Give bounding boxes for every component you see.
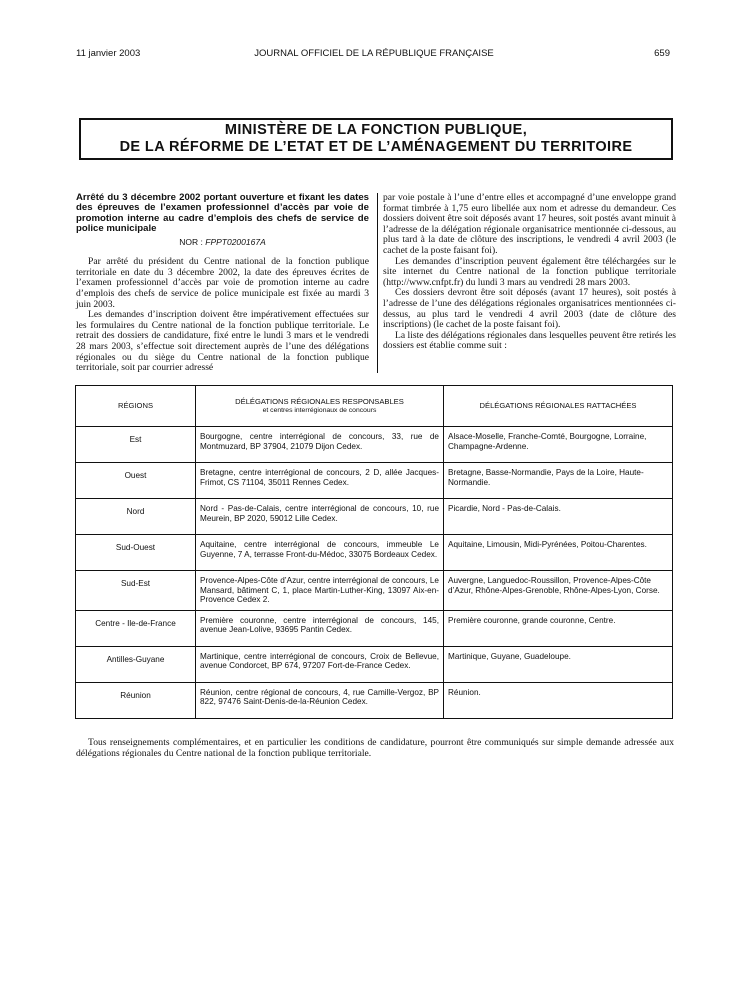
- header-page-number: 659: [654, 48, 670, 59]
- region-cell: Antilles-Guyane: [76, 646, 196, 682]
- region-cell: Sud-Ouest: [76, 535, 196, 571]
- responsable-cell: Martinique, centre interrégional de concours, Croix de Bellevue, avenue Condorcet, BP 674, 97207 Fort-de-France Cedex.: [196, 646, 444, 682]
- paragraph-4: Les demandes d’inscription peuvent également être téléchargées sur le site internet du Centre national de la fonction publique territoriale (http://www.cnfpt.fr) du lundi 3 mars au vendredi 28 mars 2003.: [383, 255, 676, 288]
- table-row: [76, 610, 673, 646]
- region-cell: Est: [76, 427, 196, 463]
- ministry-box: [79, 118, 673, 160]
- table-row: [76, 682, 673, 718]
- responsable-cell: Réunion, centre régional de concours, 4, rue Camille-Vergoz, BP 822, 97476 Saint-Denis-de-la-Réunion Cedex.: [196, 682, 444, 718]
- rattachees-cell: Réunion.: [444, 682, 673, 718]
- responsable-cell: Aquitaine, centre interrégional de concours, immeuble Le Guyenne, 7 A, terrasse Front-du-Médoc, 33075 Bordeaux Cedex.: [196, 535, 444, 571]
- table-row: [76, 535, 673, 571]
- nor-code: FPPT0200167A: [205, 236, 266, 247]
- paragraph-5: Ces dossiers devront être soit déposés (avant 17 heures), soit postés à l’adresse de l’une des délégations régionales organisatrices mentionnées ci-dessus, au plus tard le vendredi 4 avril 2003 (date de clôture des inscriptions) (le cachet de la poste faisant foi).: [383, 287, 676, 331]
- header-responsables-sub: et centres interrégionaux de concours: [262, 407, 377, 414]
- column-divider: [377, 193, 378, 373]
- header-responsables: [196, 386, 444, 427]
- rattachees-cell: Picardie, Nord - Pas-de-Calais.: [444, 499, 673, 535]
- table-row: [76, 571, 673, 611]
- table-row: [76, 499, 673, 535]
- rattachees-cell: Aquitaine, Limousin, Midi-Pyrénées, Poitou-Charentes.: [444, 535, 673, 571]
- header-journal-title: JOURNAL OFFICIEL DE LA RÉPUBLIQUE FRANÇAISE: [254, 48, 494, 59]
- responsable-cell: Première couronne, centre interrégional de concours, 145, avenue Jean-Lolive, 93695 Pantin Cedex.: [196, 610, 444, 646]
- paragraph-2: Les demandes d’inscription doivent être impérativement effectuées sur les formulaires du Centre national de la fonction publique territoriale. Le retrait des dossiers de candidature, fixé entre le lundi 3 mars et le vendredi 28 mars 2003, s’effectue soit directement auprès de l’une des délégations régionales ou du siège du Centre national de la fonction publique territoriale, soit par courrier adressé: [76, 309, 369, 374]
- header-regions: RÉGIONS: [76, 386, 196, 427]
- region-cell: Centre - Ile-de-France: [76, 610, 196, 646]
- region-cell: Nord: [76, 499, 196, 535]
- table-header-row: [76, 386, 673, 427]
- table-row: [76, 463, 673, 499]
- nor-label: NOR :: [179, 236, 203, 247]
- rattachees-cell: Martinique, Guyane, Guadeloupe.: [444, 646, 673, 682]
- footer-note: Tous renseignements complémentaires, et en particulier les conditions de candidature, pourront être communiqués sur simple demande adressée aux délégations régionales du Centre national de la fonction publique territoriale.: [76, 737, 674, 759]
- paragraph-6: La liste des délégations régionales dans lesquelles peuvent être retirés les dossiers est établie comme suit :: [383, 329, 676, 352]
- region-cell: Réunion: [76, 682, 196, 718]
- table-row: [76, 646, 673, 682]
- right-column: [383, 193, 676, 352]
- nor-reference: [76, 237, 369, 248]
- arrete-title: Arrêté du 3 décembre 2002 portant ouverture et fixant les dates des épreuves de l’examen professionnel d’accès par voie de promotion interne au cadre d’emplois des chefs de service de police municipale: [76, 192, 369, 235]
- responsable-cell: Provence-Alpes-Côte d’Azur, centre interrégional de concours, Le Mansard, bâtiment C, 1, place Martin-Luther-King, 13097 Aix-en-Provence Cedex 2.: [196, 571, 444, 611]
- ministry-line-2: DE LA RÉFORME DE L’ETAT ET DE L’AMÉNAGEMENT DU TERRITOIRE: [119, 139, 633, 155]
- responsable-cell: Bretagne, centre interrégional de concours, 2 D, allée Jacques-Frimot, CS 71104, 35011 Rennes Cedex.: [196, 463, 444, 499]
- paragraph-3: par voie postale à l’une d’entre elles et accompagné d’une enveloppe grand format timbrée à 1,75 euro libellée aux nom et adresse du demandeur. Ces dossiers doivent être soit déposés avant 17 heures, soit postés avant minuit à l’adresse de la délégation régionale organisatrice mentionnée ci-dessous, au plus tard à la date de clôture des inscriptions, le vendredi 4 avril 2003 (le cachet de la poste faisant foi).: [383, 192, 676, 256]
- header-rattachees: DÉLÉGATIONS RÉGIONALES RATTACHÉES: [444, 386, 673, 427]
- table-row: [76, 427, 673, 463]
- delegations-table: [75, 385, 673, 719]
- left-column: [76, 193, 369, 374]
- region-cell: Sud-Est: [76, 571, 196, 611]
- header-date: 11 janvier 2003: [76, 48, 141, 59]
- rattachees-cell: Auvergne, Languedoc-Roussillon, Provence-Alpes-Côte d’Azur, Rhône-Alpes-Grenoble, Rhône-Alpes-Lyon, Corse.: [444, 571, 673, 611]
- responsable-cell: Bourgogne, centre interrégional de concours, 33, rue de Montmuzard, BP 37904, 21079 Dijon Cedex.: [196, 427, 444, 463]
- rattachees-cell: Alsace-Moselle, Franche-Comté, Bourgogne, Lorraine, Champagne-Ardenne.: [444, 427, 673, 463]
- rattachees-cell: Première couronne, grande couronne, Centre.: [444, 610, 673, 646]
- ministry-line-1: MINISTÈRE DE LA FONCTION PUBLIQUE,: [224, 122, 528, 138]
- rattachees-cell: Bretagne, Basse-Normandie, Pays de la Loire, Haute-Normandie.: [444, 463, 673, 499]
- header-responsables-title: DÉLÉGATIONS RÉGIONALES RESPONSABLES: [235, 396, 404, 406]
- paragraph-1: Par arrêté du président du Centre national de la fonction publique territoriale en date du 3 décembre 2002, la date des épreuves écrites de l’examen professionnel d’accès par voie de promotion interne au cadre d’emplois des chefs de service de police municipale est fixée au mardi 3 juin 2003.: [76, 256, 369, 310]
- region-cell: Ouest: [76, 463, 196, 499]
- responsable-cell: Nord - Pas-de-Calais, centre interrégional de concours, 10, rue Meurein, BP 2020, 59012 Lille Cedex.: [196, 499, 444, 535]
